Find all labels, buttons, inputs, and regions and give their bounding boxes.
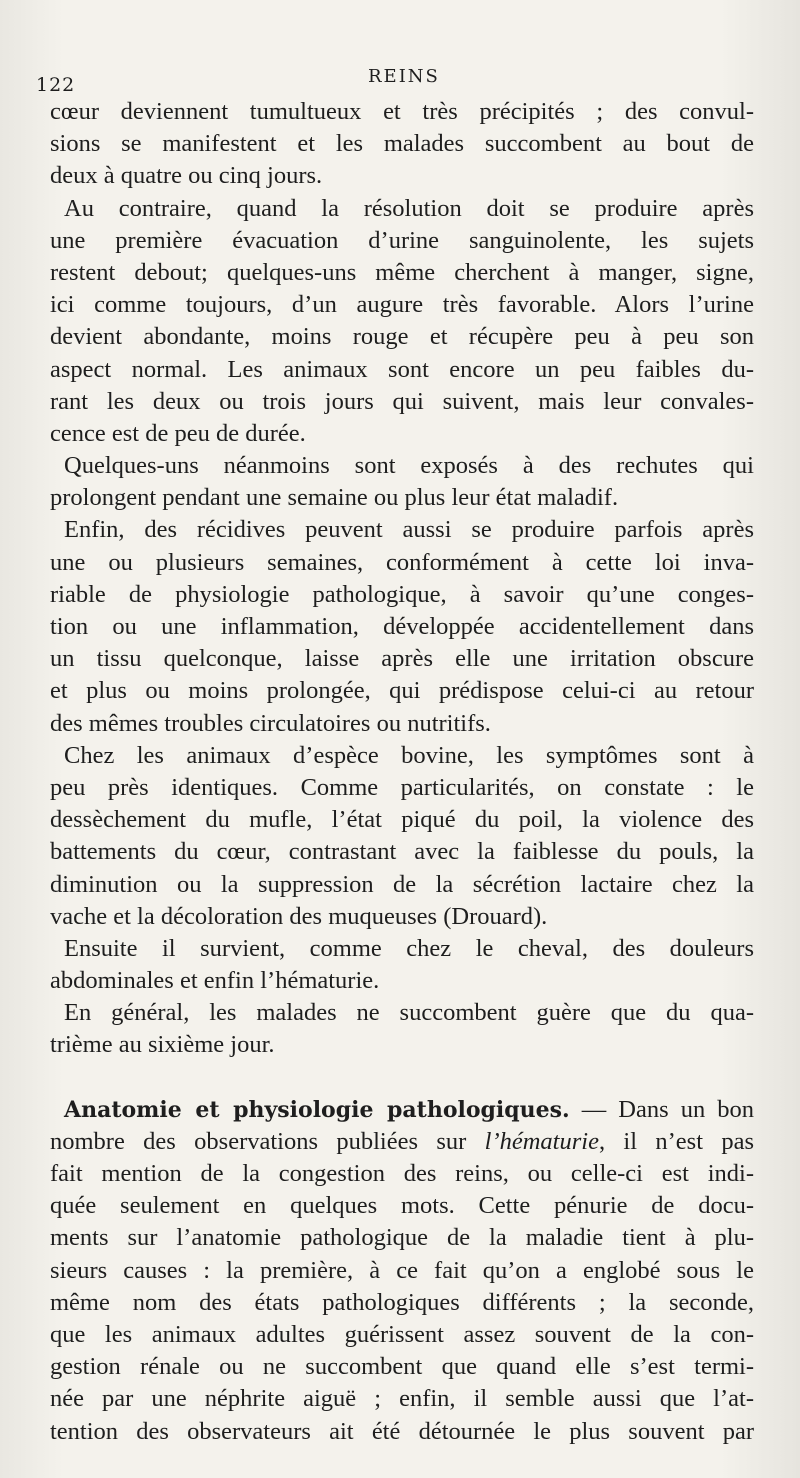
text-line: Enfin, des récidives peuvent aussi se produire parfois après xyxy=(64,516,754,544)
text-line: des mêmes troubles circulatoires ou nutritifs. xyxy=(50,709,491,737)
italic-term: l’hématurie xyxy=(484,1127,599,1155)
text-line: prolongent pendant une semaine ou plus leur état maladif. xyxy=(50,484,619,512)
text-line: En général, les malades ne succombent guère que du qua- xyxy=(64,999,754,1027)
text-line: une ou plusieurs semaines, conformément à cette loi inva- xyxy=(50,548,754,576)
text-line: riable de physiologie pathologique, à savoir qu’une conges- xyxy=(50,580,754,608)
text-line: sions se manifestent et les malades succombent au bout de xyxy=(50,130,754,158)
text-line: Au contraire, quand la résolution doit se produire après xyxy=(64,194,754,222)
text-line: tion ou une inflammation, développée accidentellement dans xyxy=(50,613,754,640)
text-line: trième au sixième jour. xyxy=(50,1031,275,1059)
text-line: même nom des états pathologiques différents ; la seconde, xyxy=(50,1288,754,1316)
running-title: REINS xyxy=(368,66,440,87)
section-heading: Anatomie et physiologie pathologiques. xyxy=(64,1096,570,1123)
text-run: , il n’est pas xyxy=(598,1127,754,1155)
text-line: Chez les animaux d’espèce bovine, les symptômes sont à xyxy=(64,741,754,769)
section-gap xyxy=(50,1062,754,1094)
text-line: cence est de peu de durée. xyxy=(50,419,306,447)
text-line: fait mention de la congestion des reins, ou celle-ci est indi- xyxy=(50,1160,754,1187)
section-heading-line xyxy=(50,1094,754,1126)
text-line xyxy=(50,1126,754,1158)
page-number: 122 xyxy=(36,74,76,96)
text-line: ments sur l’anatomie pathologique de la maladie tient à plu- xyxy=(50,1224,754,1252)
text-line: sieurs causes : la première, à ce fait qu’on a englobé sous le xyxy=(50,1256,754,1284)
text-line: tention des observateurs ait été détournée le plus souvent par xyxy=(50,1417,754,1445)
text-line: aspect normal. Les animaux sont encore un peu faibles du- xyxy=(50,355,754,383)
text-line: un tissu quelconque, laisse après elle une irritation obscure xyxy=(50,645,754,673)
text-line: quée seulement en quelques mots. Cette pénurie de docu- xyxy=(50,1192,754,1220)
text-line: rant les deux ou trois jours qui suivent, mais leur convales- xyxy=(50,387,754,415)
text-line: Quelques-uns néanmoins sont exposés à des rechutes qui xyxy=(64,452,754,480)
text-line: et plus ou moins prolongée, qui prédispose celui-ci au retour xyxy=(50,677,754,705)
text-line: gestion rénale ou ne succombent que quand elle s’est termi- xyxy=(50,1353,754,1381)
heading-continuation: — Dans un bon xyxy=(569,1095,754,1123)
text-line: cœur deviennent tumultueux et très précipités ; des convul- xyxy=(50,98,754,125)
running-head xyxy=(36,64,754,96)
body-text xyxy=(50,96,754,1448)
text-line: peu près identiques. Comme particularités, on constate : le xyxy=(50,773,754,801)
text-line: deux à quatre ou cinq jours. xyxy=(50,162,323,190)
text-line: diminution ou la suppression de la sécrétion lactaire chez la xyxy=(50,870,754,898)
text-line: Ensuite il survient, comme chez le cheval, des douleurs xyxy=(64,934,754,962)
text-line: que les animaux adultes guérissent assez souvent de la con- xyxy=(50,1320,754,1348)
text-line: abdominales et enfin l’hématurie. xyxy=(50,967,380,995)
text-line: restent debout; quelques-uns même cherchent à manger, signe, xyxy=(50,258,754,286)
text-line: vache et la décoloration des muqueuses (Drouard). xyxy=(50,902,548,930)
text-line: battements du cœur, contrastant avec la faiblesse du pouls, la xyxy=(50,838,754,866)
text-line: dessèchement du mufle, l’état piqué du poil, la violence des xyxy=(50,806,754,834)
text-run: nombre des observations publiées sur xyxy=(50,1127,485,1155)
text-line: née par une néphrite aiguë ; enfin, il semble aussi que l’at- xyxy=(50,1385,754,1413)
text-line: ici comme toujours, d’un augure très favorable. Alors l’urine xyxy=(50,291,754,319)
text-line: devient abondante, moins rouge et récupère peu à peu son xyxy=(50,323,754,351)
text-line: une première évacuation d’urine sanguinolente, les sujets xyxy=(50,226,754,254)
